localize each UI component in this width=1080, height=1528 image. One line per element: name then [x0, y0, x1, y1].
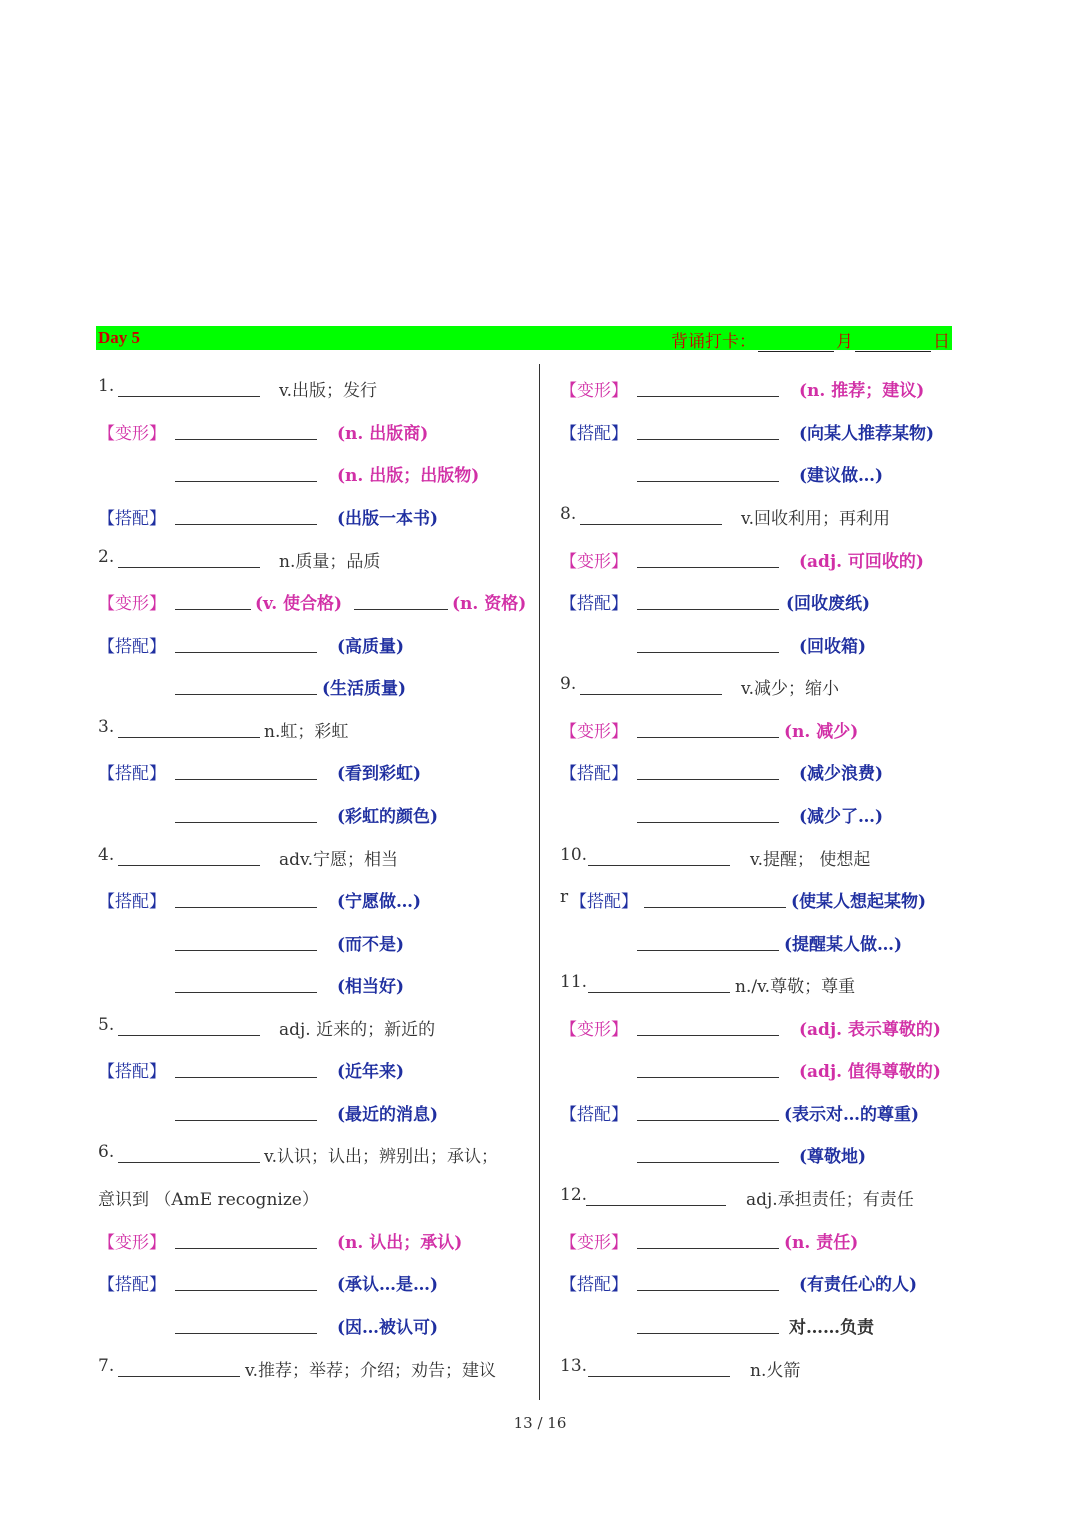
vocab-item-8: [560, 504, 960, 530]
item-number: 4.: [98, 845, 115, 865]
answer-blank[interactable]: [118, 547, 260, 568]
definition: v.回收利用；再利用: [741, 509, 890, 529]
hint: 对……负责: [789, 1318, 874, 1338]
variant-tag: 【变形】: [98, 1233, 166, 1253]
answer-blank[interactable]: [637, 1228, 779, 1249]
answer-blank[interactable]: [586, 1185, 726, 1206]
answer-blank[interactable]: [637, 1313, 779, 1334]
variant-row: [98, 461, 528, 487]
definition: v.减少；缩小: [741, 679, 839, 699]
hint: (n. 认出；承认): [337, 1233, 463, 1253]
collocation-row: [560, 589, 960, 615]
collocation-tag: 【搭配】: [560, 1105, 628, 1125]
answer-blank[interactable]: [637, 632, 779, 653]
hint: (v. 使合格): [255, 594, 343, 614]
variant-tag: 【变形】: [98, 594, 166, 614]
hint: (adj. 值得尊敬的): [799, 1062, 941, 1082]
vocab-item-1: [98, 376, 528, 402]
variant-row: [560, 376, 960, 402]
vocab-item-5: [98, 1015, 528, 1041]
answer-blank[interactable]: [354, 589, 448, 610]
item-number: 11.: [560, 972, 588, 992]
answer-blank[interactable]: [175, 632, 317, 653]
definition: n.火箭: [750, 1361, 801, 1381]
answer-blank[interactable]: [637, 1270, 779, 1291]
hint: (表示对…的尊重): [784, 1105, 920, 1125]
answer-blank[interactable]: [118, 1015, 260, 1036]
collocation-row: [560, 1100, 960, 1126]
collocation-row: [98, 632, 528, 658]
vocab-item-3: [98, 717, 528, 743]
answer-blank[interactable]: [175, 419, 317, 440]
variant-row: [560, 1015, 960, 1041]
hint: (n. 推荐；建议): [799, 381, 925, 401]
collocation-tag: 【搭配】: [98, 509, 166, 529]
variant-row: [560, 717, 960, 743]
hint: (向某人推荐某物): [799, 424, 935, 444]
answer-blank[interactable]: [175, 589, 251, 610]
collocation-row: [98, 1057, 528, 1083]
collocation-row: [98, 504, 528, 530]
collocation-row: [560, 802, 960, 828]
collocation-tag: 【搭配】: [98, 1275, 166, 1295]
answer-blank[interactable]: [175, 1313, 317, 1334]
vocab-item-9: [560, 674, 960, 700]
collocation-row: [560, 930, 960, 956]
answer-blank[interactable]: [637, 759, 779, 780]
collocation-row: [560, 759, 960, 785]
collocation-row: [98, 887, 528, 913]
answer-blank[interactable]: [118, 1356, 240, 1377]
answer-blank[interactable]: [637, 717, 779, 738]
collocation-tag: 【搭配】: [560, 1275, 628, 1295]
hint: (减少了…): [799, 807, 884, 827]
hint: (n. 出版；出版物): [337, 466, 480, 486]
page-number: 13 / 16: [513, 1414, 567, 1432]
definition: adj.承担责任；有责任: [746, 1190, 914, 1210]
item-number: 5.: [98, 1015, 115, 1035]
hint: (n. 减少): [784, 722, 859, 742]
answer-blank[interactable]: [580, 504, 722, 525]
hint: (尊敬地): [799, 1147, 867, 1167]
answer-blank[interactable]: [118, 717, 260, 738]
definition: n./v.尊敬；尊重: [735, 977, 856, 997]
column-divider: [539, 364, 540, 1400]
item-number: 3.: [98, 717, 115, 737]
hint: (建议做…): [799, 466, 884, 486]
definition: v.认识；认出；辨别出；承认；: [264, 1147, 498, 1167]
collocation-tag: 【搭配】: [98, 1062, 166, 1082]
collocation-row: [560, 1270, 960, 1296]
variant-tag: 【变形】: [560, 722, 628, 742]
collocation-row: [560, 1142, 960, 1168]
day-title: Day 5: [98, 328, 141, 347]
hint: (n. 责任): [784, 1233, 859, 1253]
variant-row: [98, 419, 528, 445]
answer-blank[interactable]: [588, 1356, 730, 1377]
hint: (出版一本书): [337, 509, 439, 529]
item-number: 13.: [560, 1356, 588, 1376]
item-number: 6.: [98, 1142, 115, 1162]
definition: 意识到 （AmE recognize）: [98, 1190, 319, 1210]
item-number: 7.: [98, 1356, 115, 1376]
hint: (回收废纸): [786, 594, 871, 614]
hint: (生活质量): [322, 679, 407, 699]
answer-blank[interactable]: [175, 1057, 317, 1078]
answer-blank[interactable]: [118, 376, 260, 397]
answer-blank[interactable]: [580, 674, 722, 695]
item-number: 10.: [560, 845, 588, 865]
collocation-row: [560, 887, 960, 913]
answer-blank[interactable]: [637, 1142, 779, 1163]
hint: (减少浪费): [799, 764, 884, 784]
collocation-tag: 【搭配】: [560, 764, 628, 784]
collocation-row: [560, 461, 960, 487]
checkin-label: 背诵打卡：: [671, 332, 756, 352]
vocab-item-6: [98, 1142, 530, 1168]
definition: v.出版；发行: [279, 381, 377, 401]
answer-blank[interactable]: [175, 1228, 317, 1249]
answer-blank[interactable]: [118, 845, 260, 866]
answer-blank[interactable]: [588, 845, 730, 866]
variant-tag: 【变形】: [560, 1233, 628, 1253]
hint: (因…被认可): [337, 1318, 439, 1338]
collocation-row: [560, 1313, 960, 1339]
collocation-row: [98, 674, 528, 700]
definition: n.虹；彩虹: [264, 722, 349, 742]
answer-blank[interactable]: [637, 461, 779, 482]
answer-blank[interactable]: [637, 1015, 779, 1036]
variant-row: [560, 1057, 960, 1083]
variant-row: [560, 547, 960, 573]
collocation-row: [98, 759, 528, 785]
variant-tag: 【变形】: [560, 381, 628, 401]
answer-blank[interactable]: [637, 1057, 779, 1078]
answer-blank[interactable]: [637, 547, 779, 568]
answer-blank[interactable]: [175, 930, 317, 951]
stray-letter: r: [560, 887, 569, 907]
item-number: 9.: [560, 674, 577, 694]
definition-continued: [98, 1185, 528, 1211]
vocab-item-4: [98, 845, 528, 871]
item-number: 1.: [98, 376, 115, 396]
answer-blank[interactable]: [637, 589, 779, 610]
month-blank[interactable]: [758, 337, 834, 352]
day-header-bar: [96, 326, 952, 350]
answer-blank[interactable]: [175, 1270, 317, 1291]
hint: (高质量): [337, 637, 405, 657]
month-label: 月: [836, 332, 853, 352]
answer-blank[interactable]: [175, 1100, 317, 1121]
answer-blank[interactable]: [637, 930, 779, 951]
hint: (有责任心的人): [799, 1275, 918, 1295]
hint: (近年来): [337, 1062, 405, 1082]
hint: (彩虹的颜色): [337, 807, 439, 827]
hint: (n. 出版商): [337, 424, 429, 444]
item-number: 2.: [98, 547, 115, 567]
hint: (宁愿做…): [337, 892, 422, 912]
hint: (n. 资格): [452, 594, 527, 614]
collocation-row: [98, 972, 528, 998]
vocab-item-10: [560, 845, 960, 871]
hint: (最近的消息): [337, 1105, 439, 1125]
collocation-row: [98, 1313, 528, 1339]
definition: v.推荐；举荐；介绍；劝告；建议: [245, 1361, 496, 1381]
hint: (adj. 可回收的): [799, 552, 924, 572]
answer-blank[interactable]: [637, 1100, 779, 1121]
day-unit-label: 日: [933, 332, 950, 352]
definition: n.质量；品质: [279, 552, 381, 572]
answer-blank[interactable]: [175, 674, 317, 695]
answer-blank[interactable]: [637, 376, 779, 397]
answer-blank[interactable]: [637, 419, 779, 440]
answer-blank[interactable]: [118, 1142, 260, 1163]
vocab-item-13: [560, 1356, 960, 1382]
collocation-row: [560, 632, 960, 658]
collocation-tag: 【搭配】: [98, 764, 166, 784]
collocation-tag: 【搭配】: [560, 594, 628, 614]
vocab-item-2: [98, 547, 528, 573]
answer-blank[interactable]: [175, 887, 317, 908]
hint: (回收箱): [799, 637, 867, 657]
checkin-field: [671, 327, 950, 352]
variant-row: [98, 1228, 528, 1254]
answer-blank[interactable]: [175, 802, 317, 823]
answer-blank[interactable]: [175, 972, 317, 993]
item-number: 8.: [560, 504, 577, 524]
collocation-row: [98, 1270, 528, 1296]
definition: adv.宁愿；相当: [279, 850, 399, 870]
hint: (看到彩虹): [337, 764, 422, 784]
collocation-tag: 【搭配】: [98, 892, 166, 912]
hint: (adj. 表示尊敬的): [799, 1020, 941, 1040]
collocation-tag: 【搭配】: [560, 424, 628, 444]
variant-tag: 【变形】: [560, 552, 628, 572]
answer-blank[interactable]: [588, 972, 730, 993]
answer-blank[interactable]: [644, 887, 786, 908]
definition: adj. 近来的；新近的: [279, 1020, 436, 1040]
collocation-tag: 【搭配】: [98, 637, 166, 657]
answer-blank[interactable]: [175, 461, 317, 482]
item-number: 12.: [560, 1185, 588, 1205]
hint: (承认…是…): [337, 1275, 439, 1295]
variant-row: [98, 589, 530, 615]
answer-blank[interactable]: [175, 504, 317, 525]
hint: (使某人想起某物): [791, 892, 927, 912]
answer-blank[interactable]: [637, 802, 779, 823]
collocation-tag: 【搭配】: [570, 892, 638, 912]
variant-row: [560, 1228, 960, 1254]
collocation-row: [98, 930, 528, 956]
hint: (而不是): [337, 935, 405, 955]
vocab-item-7: [98, 1356, 530, 1382]
collocation-row: [98, 802, 528, 828]
vocab-item-11: [560, 972, 960, 998]
collocation-row: [98, 1100, 528, 1126]
collocation-row: [560, 419, 960, 445]
answer-blank[interactable]: [175, 759, 317, 780]
vocab-item-12: [560, 1185, 960, 1211]
hint: (相当好): [337, 977, 405, 997]
variant-tag: 【变形】: [560, 1020, 628, 1040]
variant-tag: 【变形】: [98, 424, 166, 444]
definition: v.提醒； 使想起: [750, 850, 871, 870]
hint: (提醒某人做…): [784, 935, 903, 955]
day-blank[interactable]: [855, 337, 931, 352]
